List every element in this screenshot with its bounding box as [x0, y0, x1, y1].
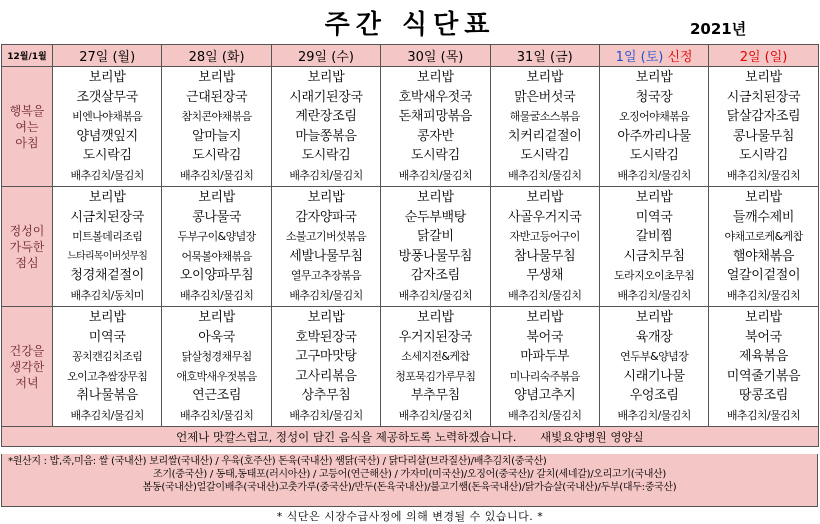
dish-item: 도시락김	[192, 148, 242, 163]
dish-item: 상추무침	[301, 388, 351, 403]
dish-list	[381, 308, 489, 425]
dish-item: 미역국	[635, 209, 673, 225]
dish-item: 보리밥	[526, 70, 564, 85]
dish-item: 배추김치/물김치	[398, 168, 473, 182]
day-label: 27일 (월)	[79, 50, 136, 65]
dish-item: 방풍나물무침	[398, 248, 473, 264]
dish-item: 아욱국	[198, 329, 235, 345]
dish-item: 두부구이&양념장	[177, 230, 256, 243]
dish-item: 호박새우젓국	[398, 89, 473, 105]
dish-item: 호박된장국	[295, 329, 357, 345]
dish-list	[600, 68, 708, 185]
dish-item: 비엔나야채볶음	[72, 110, 143, 123]
dish-item: 미트볼데리조림	[72, 230, 143, 243]
dish-item: 보리밥	[745, 310, 782, 325]
origin-line: 봄동(국내산)얼갈이배추(국내산)고춧가루(중국산)/만두(돈육국내산)/불고기쌤(돈육국내산)/닭가슴살(국내산)/두부(대두:중국산)	[142, 482, 677, 494]
dish-item: 배추김치/물김치	[289, 288, 363, 302]
dish-item: 시금치된장국	[70, 209, 144, 225]
dish-item: 보리밥	[416, 310, 454, 325]
dish-list	[600, 188, 708, 305]
origin-info	[1, 454, 818, 507]
dish-item: 배추김치/물김치	[179, 408, 254, 422]
dish-item: 감자조림	[410, 268, 460, 283]
dish-item: 해물굴소스볶음	[509, 110, 580, 123]
day-header	[162, 45, 271, 67]
dish-item: 연근조림	[192, 388, 242, 403]
menu-cell	[381, 187, 490, 307]
page-title: 주간 식단표	[324, 10, 496, 40]
dish-list	[709, 68, 817, 185]
dish-item: 보리밥	[307, 190, 345, 205]
dish-item: 보리밥	[88, 310, 126, 325]
dish-item: 보리밥	[635, 70, 673, 85]
dish-item: 청경채겉절이	[70, 268, 144, 283]
dish-item: 돈채피망볶음	[398, 109, 473, 124]
dish-item: 햄야채볶음	[732, 248, 795, 264]
dish-item: 육개장	[635, 329, 673, 345]
dish-item: 계란장조림	[295, 109, 357, 124]
dish-list	[272, 68, 380, 185]
dish-item: 보리밥	[745, 190, 782, 205]
dish-item: 시금치무침	[623, 248, 685, 264]
menu-cell	[53, 307, 162, 427]
dish-list	[162, 68, 270, 185]
dish-item: 시금치된장국	[726, 89, 801, 105]
dish-item: 배추김치/물김치	[726, 408, 801, 422]
dish-item: 보리밥	[88, 70, 126, 85]
dish-item: 느타리목이버섯무침	[67, 250, 148, 262]
dish-item: 미역국	[88, 329, 126, 345]
dish-item: 소세지전&케찹	[401, 350, 470, 363]
dish-item: 보리밥	[198, 310, 235, 325]
dish-item: 배추김치/물김치	[398, 408, 473, 422]
dish-item: 보리밥	[416, 190, 454, 205]
dish-item: 보리밥	[526, 310, 564, 325]
dish-item: 닭살청경채무침	[181, 350, 252, 363]
dish-item: 도시락김	[82, 148, 132, 163]
footer-note: * 식단은 시장수급사정에 의해 변경될 수 있습니다. *	[276, 510, 544, 523]
dish-item: 갈비찜	[635, 229, 673, 244]
dish-item: 배추김치/물김치	[508, 408, 582, 422]
dish-item: 열무고추장볶음	[290, 269, 362, 282]
dish-item: 제육볶음	[739, 349, 789, 364]
origin-line: 조기(중국산) / 동태,동태포(러시아산) / 고등어(연근해산) / 가자미(미국산)/오징어(중국산)/ 갈치(세네갈)/오리고기(국내산)	[152, 469, 667, 481]
dish-item: 마파두부	[520, 349, 570, 364]
dish-item: 조갯살무국	[76, 89, 138, 105]
dish-item: 오이고추쌈장무침	[67, 369, 148, 383]
dish-item: 배추김치/물김치	[179, 168, 254, 182]
dish-item: 자반고등어구이	[509, 230, 580, 243]
menu-cell	[599, 187, 708, 307]
dish-item: 보리밥	[745, 70, 782, 85]
dish-item: 들깨수제비	[732, 209, 795, 225]
menu-cell	[381, 67, 490, 187]
day-header	[490, 45, 599, 67]
dish-item: 배추김치/물김치	[179, 288, 254, 302]
hospital-name: 새빛요양병원 영양실	[540, 429, 644, 444]
dish-item: 보리밥	[198, 70, 235, 85]
dish-item: 어묵볼야채볶음	[181, 249, 252, 263]
dish-item: 양념고추지	[514, 388, 576, 403]
dish-item: 알마늘지	[192, 128, 242, 144]
dish-item: 배추김치/물김치	[289, 168, 363, 182]
menu-cell	[53, 67, 162, 187]
dish-item: 청포묵김가루무침	[395, 369, 476, 383]
dish-item: 우거지된장국	[398, 329, 473, 345]
day-label: 29일 (수)	[298, 50, 354, 65]
dish-item: 보리밥	[88, 190, 126, 205]
dish-item: 보리밥	[198, 190, 235, 205]
dish-item: 소불고기버섯볶음	[285, 230, 367, 243]
dish-item: 도시락김	[410, 148, 460, 163]
dish-list	[272, 308, 380, 425]
dish-list	[272, 188, 380, 305]
dish-item: 도시락김	[739, 148, 789, 163]
dish-item: 치커리겉절이	[507, 128, 582, 144]
dish-item: 북어국	[745, 329, 782, 345]
dish-item: 보리밥	[416, 70, 454, 85]
day-header-row	[2, 45, 819, 67]
dish-item: 애호박새우젓볶음	[176, 369, 257, 383]
dish-item: 오이양파무침	[179, 268, 254, 283]
menu-cell	[490, 187, 599, 307]
meal-row	[2, 307, 819, 427]
dish-list	[162, 308, 270, 425]
menu-cell	[162, 307, 271, 427]
day-label: 2일 (일)	[739, 50, 788, 65]
dish-item: 보리밥	[307, 310, 345, 325]
dish-item: 보리밥	[526, 190, 564, 205]
dish-item: 보리밥	[307, 70, 345, 85]
dish-item: 배추김치/물김치	[70, 408, 144, 422]
day-label: 28일 (화)	[188, 50, 245, 65]
dish-item: 연두부&양념장	[620, 350, 689, 363]
dish-item: 콩나물무침	[732, 128, 795, 144]
dish-list	[162, 188, 270, 305]
day-label: 31일 (금)	[516, 50, 573, 65]
dish-item: 북어국	[526, 329, 564, 345]
menu-cell	[599, 307, 708, 427]
dish-item: 보리밥	[635, 190, 673, 205]
dish-item: 야채고로케&케찹	[724, 230, 803, 243]
day-header	[381, 45, 490, 67]
dish-item: 도시락김	[520, 148, 570, 163]
dish-item: 양념깻잎지	[76, 128, 138, 144]
dish-item: 배추김치/물김치	[70, 168, 144, 182]
dish-list	[491, 308, 599, 425]
dish-item: 사골우거지국	[507, 209, 582, 225]
dish-item: 순두부백탕	[404, 209, 467, 225]
dish-item: 마늘쫑볶음	[295, 128, 357, 144]
dish-list	[709, 188, 817, 305]
dish-item: 근대된장국	[185, 89, 248, 105]
dish-item: 청국장	[635, 89, 673, 105]
weekly-menu-table	[1, 44, 819, 447]
dish-item: 배추김치/동치미	[70, 288, 144, 302]
day-label: 1일 (토)	[615, 50, 664, 65]
dish-item: 꽁치캔김치조림	[72, 350, 143, 363]
dish-item: 배추김치/물김치	[617, 288, 691, 302]
dish-item: 아주까리나물	[617, 128, 691, 144]
day-label: 30일 (목)	[407, 50, 464, 65]
day-header	[599, 45, 708, 67]
meal-row	[2, 187, 819, 307]
dish-item: 맑은버섯국	[514, 89, 576, 105]
dish-item: 배추김치/물김치	[617, 408, 691, 422]
menu-cell	[381, 307, 490, 427]
dish-item: 미나리숙주볶음	[509, 369, 580, 383]
dish-item: 도시락김	[301, 148, 351, 163]
month-corner-cell: 12월/1월	[2, 45, 53, 67]
day-header	[709, 45, 818, 67]
dish-item: 고사리볶음	[295, 368, 357, 384]
dish-item: 고구마맛탕	[295, 349, 357, 364]
menu-cell	[53, 187, 162, 307]
dish-list	[491, 68, 599, 185]
menu-cell	[709, 67, 818, 187]
menu-cell	[490, 67, 599, 187]
dish-item: 콩나물국	[192, 209, 242, 225]
menu-cell	[490, 307, 599, 427]
meal-label: 행복을 여는 아침	[2, 67, 53, 187]
day-header	[271, 45, 380, 67]
dish-item: 참나물무침	[514, 248, 576, 264]
dish-item: 세발나물무침	[289, 248, 363, 264]
dish-list	[53, 68, 161, 185]
dish-item: 미역줄기볶음	[726, 368, 801, 384]
dish-list	[381, 68, 489, 185]
notice-message: 언제나 맛깔스럽고, 정성이 담긴 음식을 제공하도록 노력하겠습니다.	[176, 429, 517, 444]
dish-item: 감자양파국	[295, 209, 357, 225]
meal-body	[2, 67, 819, 427]
dish-item: 닭갈비	[416, 229, 454, 244]
dish-item: 참치콘야채볶음	[181, 110, 252, 123]
holiday-note: 신정	[667, 50, 693, 65]
menu-cell	[162, 187, 271, 307]
title-row	[0, 0, 820, 44]
menu-cell	[709, 307, 818, 427]
dish-item: 콩자반	[416, 128, 454, 144]
dish-item: 부추무침	[410, 388, 460, 403]
meal-label: 건강을 생각한 저녁	[2, 307, 53, 427]
menu-cell	[271, 187, 380, 307]
dish-list	[53, 308, 161, 425]
dish-item: 얼갈이겉절이	[726, 268, 801, 283]
dish-list	[491, 188, 599, 305]
dish-item: 배추김치/물김치	[289, 408, 363, 422]
dish-item: 오징어야채볶음	[619, 110, 690, 123]
year-label: 2021년	[690, 20, 747, 38]
dish-item: 시래기된장국	[289, 89, 363, 105]
menu-cell	[271, 307, 380, 427]
dish-item: 닭살감자조림	[726, 109, 801, 124]
meal-label: 정성이 가득한 점심	[2, 187, 53, 307]
menu-cell	[709, 187, 818, 307]
dish-item: 무생채	[526, 268, 564, 283]
dish-item: 도시락김	[629, 148, 679, 163]
day-header	[53, 45, 162, 67]
notice-cell	[2, 427, 819, 447]
menu-cell	[271, 67, 380, 187]
dish-list	[709, 308, 817, 425]
dish-item: 보리밥	[635, 310, 673, 325]
dish-list	[600, 308, 708, 425]
dish-item: 배추김치/물김치	[726, 288, 801, 302]
dish-item: 배추김치/물김치	[617, 168, 691, 182]
notice-row	[2, 427, 819, 447]
dish-item: 우엉조림	[629, 388, 679, 403]
origin-line: *원산지 : 밥,죽,미음: 쌀 (국내산) 보리쌀(국내산) / 우육(호주산) 돈육(국내산) 쌤닭(국산) / 닭다리살(브라질산)/배추김치(중국산)	[8, 456, 547, 467]
meal-row	[2, 67, 819, 187]
dish-item: 배추김치/물김치	[726, 168, 801, 182]
dish-item: 취나물볶음	[76, 388, 138, 403]
menu-cell	[599, 67, 708, 187]
dish-item: 배추김치/물김치	[508, 288, 582, 302]
dish-item: 땅콩조림	[739, 388, 789, 403]
dish-list	[53, 188, 161, 305]
dish-item: 도라지오이초무침	[614, 269, 695, 282]
dish-item: 배추김치/물김치	[508, 168, 582, 182]
dish-item: 배추김치/물김치	[398, 288, 473, 302]
dish-item: 시래기나물	[623, 368, 685, 384]
menu-cell	[162, 67, 271, 187]
dish-list	[381, 188, 489, 305]
